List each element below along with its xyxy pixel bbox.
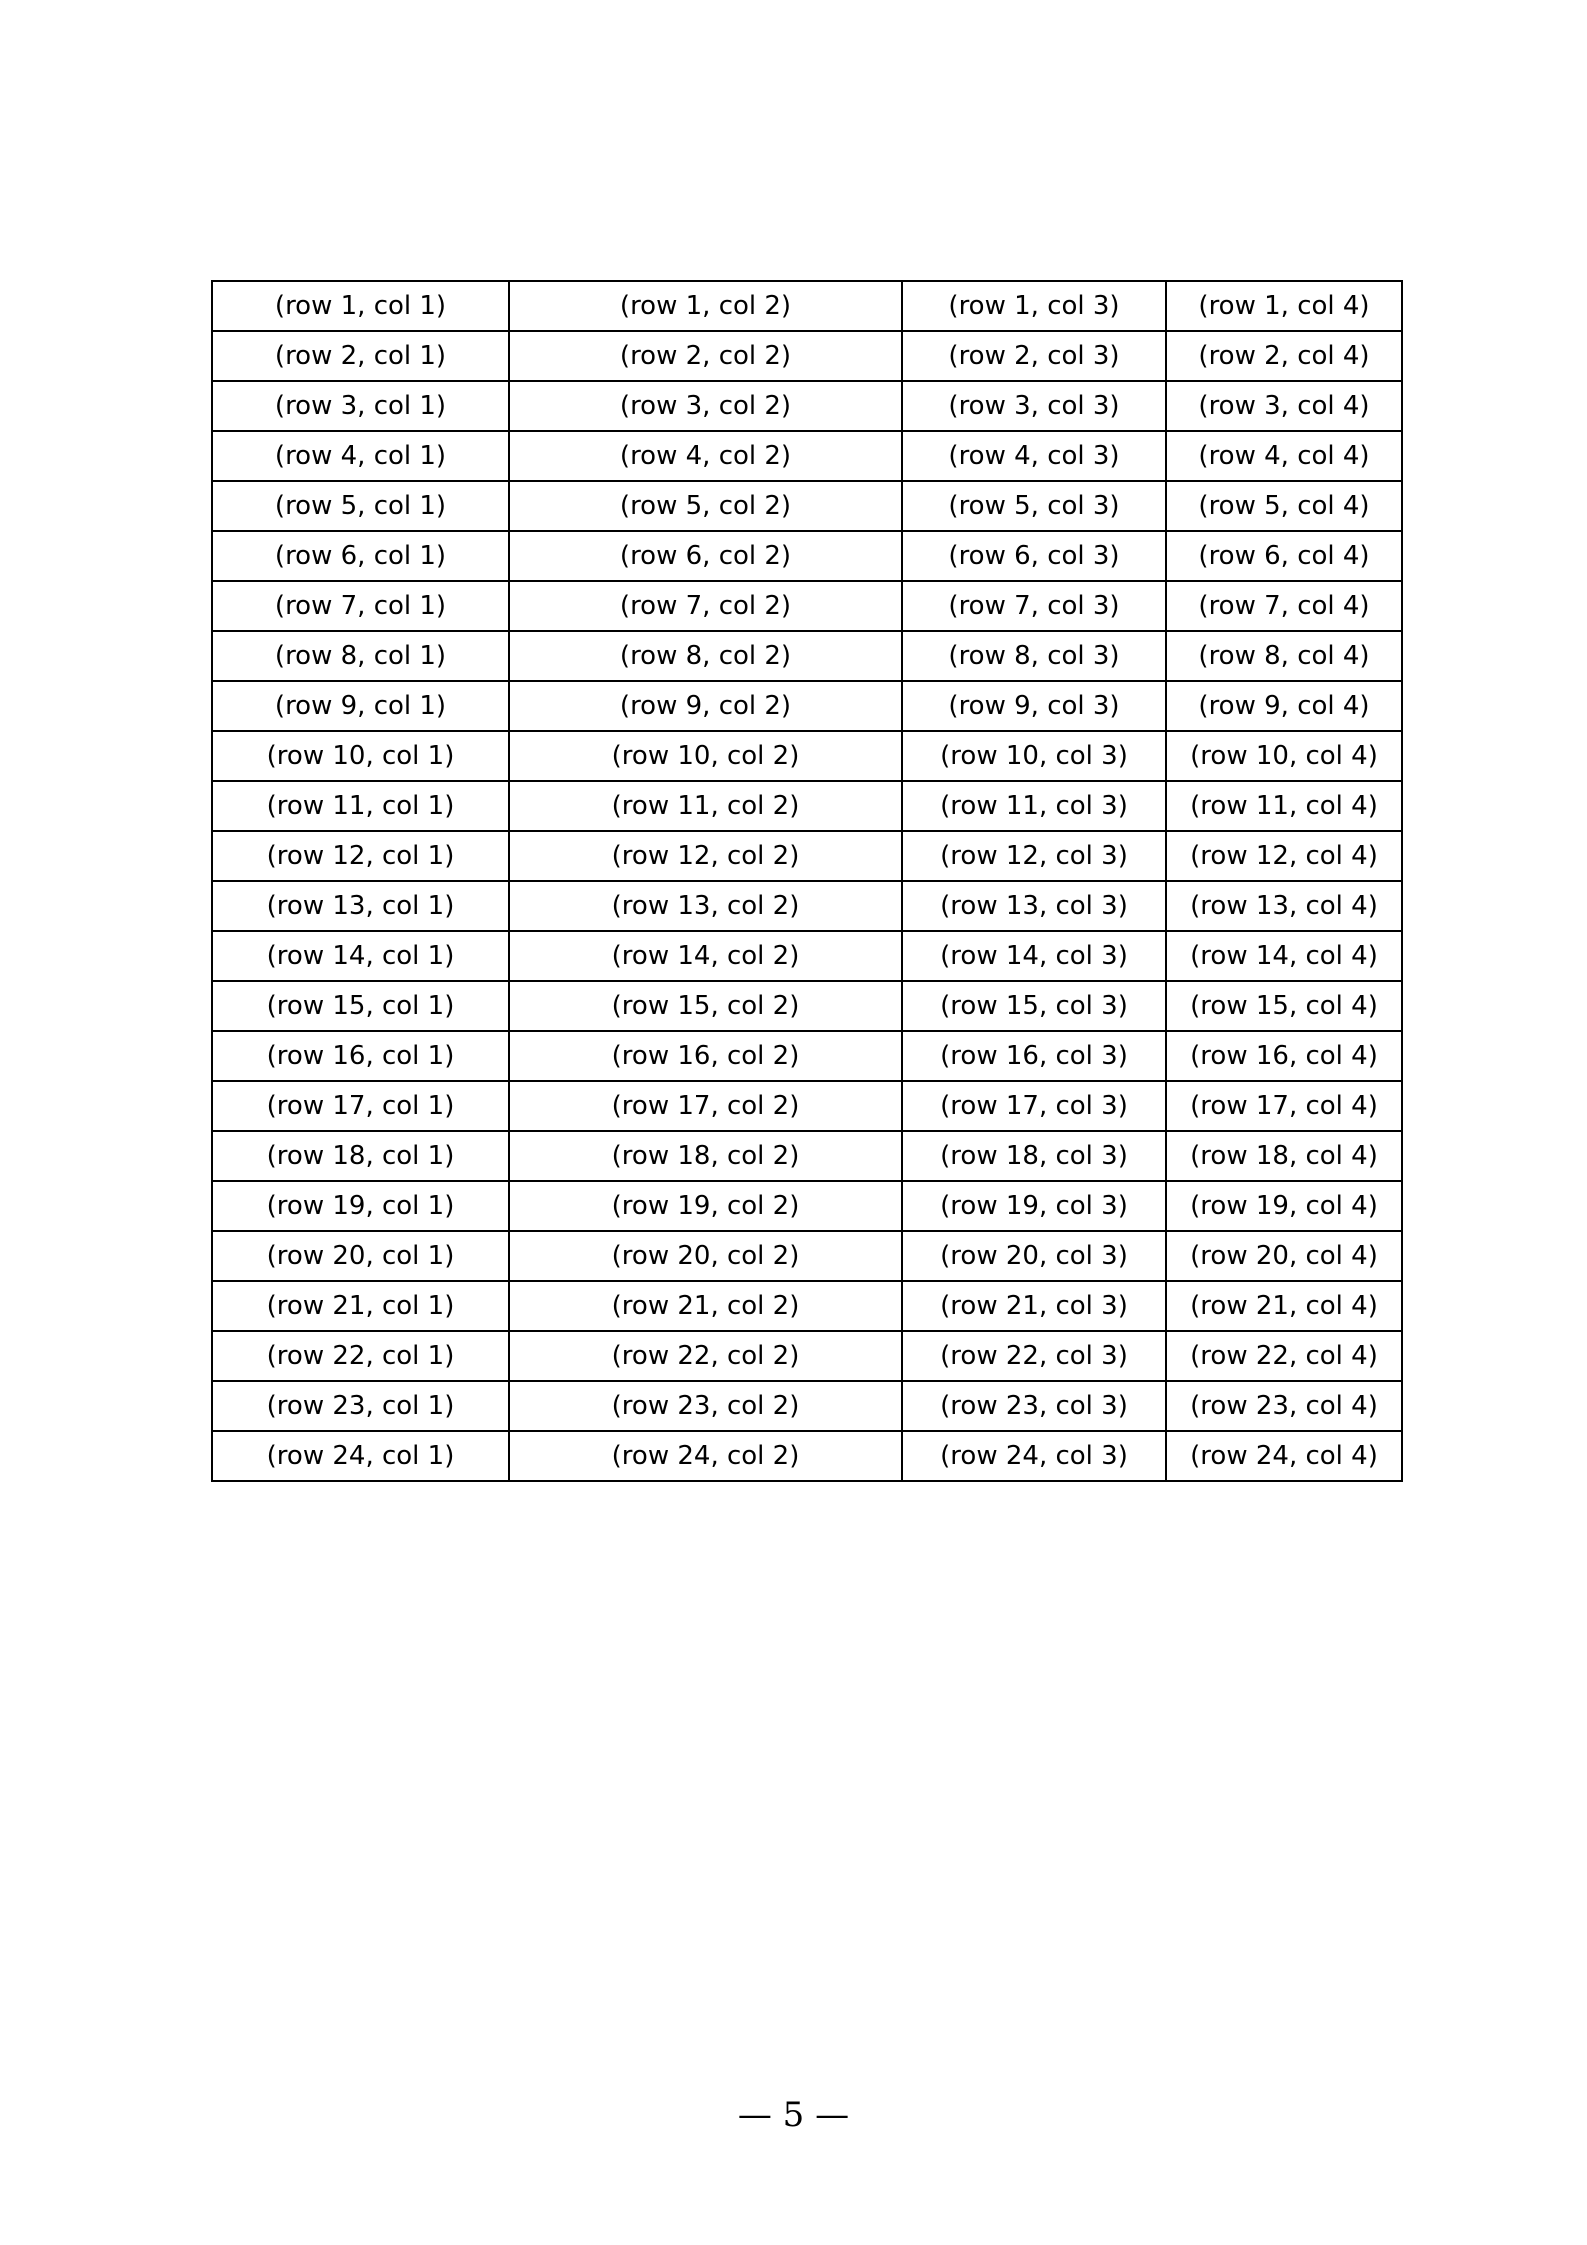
- site-name-cell: (row 19, col 1): [212, 1181, 509, 1231]
- hours-cell: (row 1, col 4): [1166, 281, 1402, 331]
- table-row: [212, 631, 1402, 681]
- address-cell: (row 12, col 2): [509, 831, 902, 881]
- hours-cell: (row 3, col 4): [1166, 381, 1402, 431]
- address-cell: (row 14, col 2): [509, 931, 902, 981]
- table-row: [212, 831, 1402, 881]
- table-row: [212, 1181, 1402, 1231]
- address-cell: (row 6, col 2): [509, 531, 902, 581]
- site-name-cell: (row 15, col 1): [212, 981, 509, 1031]
- table-row: [212, 931, 1402, 981]
- phone-cell: (row 22, col 3): [902, 1331, 1166, 1381]
- table-row: [212, 531, 1402, 581]
- hours-cell: (row 24, col 4): [1166, 1431, 1402, 1481]
- table-row: [212, 1081, 1402, 1131]
- table-row: [212, 481, 1402, 531]
- site-name-cell: (row 3, col 1): [212, 381, 509, 431]
- site-name-cell: (row 2, col 1): [212, 331, 509, 381]
- address-cell: (row 19, col 2): [509, 1181, 902, 1231]
- table-row: [212, 1381, 1402, 1431]
- phone-cell: (row 14, col 3): [902, 931, 1166, 981]
- site-name-cell: (row 20, col 1): [212, 1231, 509, 1281]
- table-row: [212, 381, 1402, 431]
- address-cell: (row 17, col 2): [509, 1081, 902, 1131]
- table-row: [212, 781, 1402, 831]
- table-row: [212, 1281, 1402, 1331]
- phone-cell: (row 5, col 3): [902, 481, 1166, 531]
- site-name-cell: (row 4, col 1): [212, 431, 509, 481]
- address-cell: (row 21, col 2): [509, 1281, 902, 1331]
- hours-cell: (row 13, col 4): [1166, 881, 1402, 931]
- phone-cell: (row 10, col 3): [902, 731, 1166, 781]
- site-name-cell: (row 18, col 1): [212, 1131, 509, 1181]
- address-cell: (row 4, col 2): [509, 431, 902, 481]
- phone-cell: (row 19, col 3): [902, 1181, 1166, 1231]
- page-number: — 5 —: [737, 2095, 850, 2135]
- phone-cell: (row 8, col 3): [902, 631, 1166, 681]
- hours-cell: (row 15, col 4): [1166, 981, 1402, 1031]
- hours-cell: (row 16, col 4): [1166, 1031, 1402, 1081]
- address-cell: (row 8, col 2): [509, 631, 902, 681]
- address-cell: (row 9, col 2): [509, 681, 902, 731]
- hours-cell: (row 14, col 4): [1166, 931, 1402, 981]
- table-row: [212, 1431, 1402, 1481]
- address-cell: (row 18, col 2): [509, 1131, 902, 1181]
- phone-cell: (row 13, col 3): [902, 881, 1166, 931]
- phone-cell: (row 23, col 3): [902, 1381, 1166, 1431]
- hours-cell: (row 23, col 4): [1166, 1381, 1402, 1431]
- hours-cell: (row 21, col 4): [1166, 1281, 1402, 1331]
- address-cell: (row 5, col 2): [509, 481, 902, 531]
- address-cell: (row 13, col 2): [509, 881, 902, 931]
- table-row: [212, 331, 1402, 381]
- hours-cell: (row 20, col 4): [1166, 1231, 1402, 1281]
- phone-cell: (row 11, col 3): [902, 781, 1166, 831]
- table-row: [212, 731, 1402, 781]
- table-body: [212, 281, 1402, 1481]
- table-row: [212, 881, 1402, 931]
- address-cell: (row 22, col 2): [509, 1331, 902, 1381]
- phone-cell: (row 6, col 3): [902, 531, 1166, 581]
- address-cell: (row 24, col 2): [509, 1431, 902, 1481]
- site-name-cell: (row 6, col 1): [212, 531, 509, 581]
- hours-cell: (row 7, col 4): [1166, 581, 1402, 631]
- site-name-cell: (row 1, col 1): [212, 281, 509, 331]
- sampling-sites-table: [211, 280, 1403, 1482]
- address-cell: (row 20, col 2): [509, 1231, 902, 1281]
- phone-cell: (row 16, col 3): [902, 1031, 1166, 1081]
- site-name-cell: (row 5, col 1): [212, 481, 509, 531]
- site-name-cell: (row 21, col 1): [212, 1281, 509, 1331]
- phone-cell: (row 24, col 3): [902, 1431, 1166, 1481]
- site-name-cell: (row 24, col 1): [212, 1431, 509, 1481]
- phone-cell: (row 2, col 3): [902, 331, 1166, 381]
- phone-cell: (row 1, col 3): [902, 281, 1166, 331]
- hours-cell: (row 17, col 4): [1166, 1081, 1402, 1131]
- site-name-cell: (row 12, col 1): [212, 831, 509, 881]
- table-row: [212, 1331, 1402, 1381]
- hours-cell: (row 11, col 4): [1166, 781, 1402, 831]
- site-name-cell: (row 23, col 1): [212, 1381, 509, 1431]
- hours-cell: (row 9, col 4): [1166, 681, 1402, 731]
- site-name-cell: (row 17, col 1): [212, 1081, 509, 1131]
- phone-cell: (row 7, col 3): [902, 581, 1166, 631]
- site-name-cell: (row 13, col 1): [212, 881, 509, 931]
- address-cell: (row 1, col 2): [509, 281, 902, 331]
- site-name-cell: (row 14, col 1): [212, 931, 509, 981]
- address-cell: (row 2, col 2): [509, 331, 902, 381]
- table-row: [212, 431, 1402, 481]
- sampling-sites-table-container: [211, 280, 1401, 1482]
- hours-cell: (row 8, col 4): [1166, 631, 1402, 681]
- hours-cell: (row 5, col 4): [1166, 481, 1402, 531]
- phone-cell: (row 17, col 3): [902, 1081, 1166, 1131]
- address-cell: (row 10, col 2): [509, 731, 902, 781]
- table-row: [212, 981, 1402, 1031]
- table-row: [212, 681, 1402, 731]
- phone-cell: (row 3, col 3): [902, 381, 1166, 431]
- site-name-cell: (row 7, col 1): [212, 581, 509, 631]
- hours-cell: (row 4, col 4): [1166, 431, 1402, 481]
- hours-cell: (row 18, col 4): [1166, 1131, 1402, 1181]
- site-name-cell: (row 9, col 1): [212, 681, 509, 731]
- site-name-cell: (row 10, col 1): [212, 731, 509, 781]
- table-row: [212, 581, 1402, 631]
- phone-cell: (row 21, col 3): [902, 1281, 1166, 1331]
- phone-cell: (row 18, col 3): [902, 1131, 1166, 1181]
- phone-cell: (row 4, col 3): [902, 431, 1166, 481]
- phone-cell: (row 12, col 3): [902, 831, 1166, 881]
- table-row: [212, 1031, 1402, 1081]
- hours-cell: (row 12, col 4): [1166, 831, 1402, 881]
- address-cell: (row 16, col 2): [509, 1031, 902, 1081]
- table-row: [212, 1131, 1402, 1181]
- hours-cell: (row 22, col 4): [1166, 1331, 1402, 1381]
- hours-cell: (row 2, col 4): [1166, 331, 1402, 381]
- table-row: [212, 281, 1402, 331]
- phone-cell: (row 20, col 3): [902, 1231, 1166, 1281]
- address-cell: (row 7, col 2): [509, 581, 902, 631]
- table-row: [212, 1231, 1402, 1281]
- phone-cell: (row 15, col 3): [902, 981, 1166, 1031]
- address-cell: (row 15, col 2): [509, 981, 902, 1031]
- address-cell: (row 11, col 2): [509, 781, 902, 831]
- site-name-cell: (row 16, col 1): [212, 1031, 509, 1081]
- site-name-cell: (row 8, col 1): [212, 631, 509, 681]
- phone-cell: (row 9, col 3): [902, 681, 1166, 731]
- address-cell: (row 23, col 2): [509, 1381, 902, 1431]
- hours-cell: (row 10, col 4): [1166, 731, 1402, 781]
- site-name-cell: (row 22, col 1): [212, 1331, 509, 1381]
- hours-cell: (row 6, col 4): [1166, 531, 1402, 581]
- address-cell: (row 3, col 2): [509, 381, 902, 431]
- site-name-cell: (row 11, col 1): [212, 781, 509, 831]
- hours-cell: (row 19, col 4): [1166, 1181, 1402, 1231]
